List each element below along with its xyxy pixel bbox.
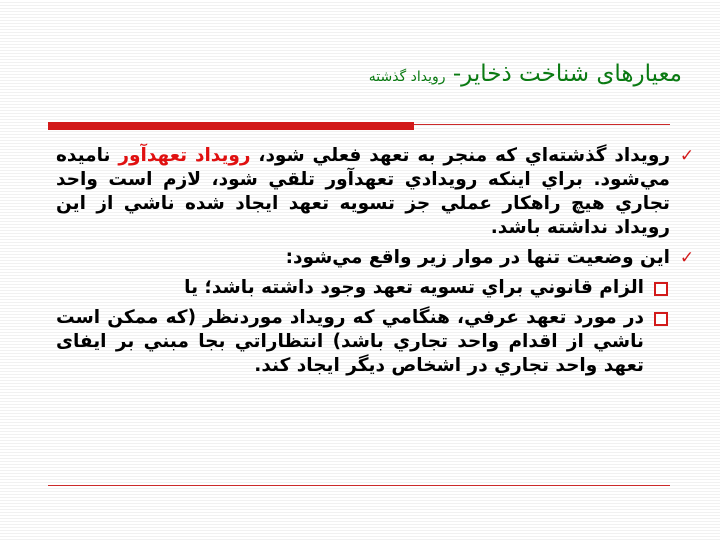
slide-body <box>56 144 696 384</box>
bullet-1-text-b: ناميده مي‌شود. براي اينکه رويدادي تعهدآور تلقي شود، لازم است واحد تجاري هيچ راهکار عملي جز تسويه تعهد ايجاد شده ناشي از اين رويداد نداشته باشد. <box>56 145 670 238</box>
bullet-1-highlight: رويداد تعهدآور <box>118 145 251 166</box>
bullet-2-text: اين وضعيت تنها در موار زير واقع مي‌شود: <box>285 247 670 268</box>
title-main: معیارهای شناخت ذخایر- <box>445 61 682 87</box>
sub-bullet-1-text: الزام قانوني براي تسويه تعهد وجود داشته باشد؛ يا <box>184 277 644 298</box>
check-mark-icon: ✓ <box>679 146 695 166</box>
hollow-square-icon <box>654 312 668 326</box>
bullet-item-2 <box>56 246 696 270</box>
sub-bullet-2-text: در مورد تعهد عرفي، هنگامي که رويداد موردنظر (که ممکن است ناشي از اقدام واحد تجاري باشد) انتظاراتي بجا مبني بر ایفای تعهد واحد تجاري در اشخاص ديگر ايجاد کند. <box>56 307 644 376</box>
title-sub: رویداد گذشته <box>368 69 446 85</box>
sub-bullet-item-1 <box>56 276 696 300</box>
title-accent-bar <box>48 122 414 130</box>
slide-title <box>42 58 682 93</box>
bottom-divider <box>48 485 670 486</box>
bullet-1-text-a: رويداد گذشته‌اي که منجر به تعهد فعلي شود، <box>250 145 670 166</box>
sub-bullet-item-2 <box>56 306 696 378</box>
hollow-square-icon <box>654 282 668 296</box>
bullet-item-1 <box>56 144 696 240</box>
check-mark-icon: ✓ <box>679 248 695 268</box>
